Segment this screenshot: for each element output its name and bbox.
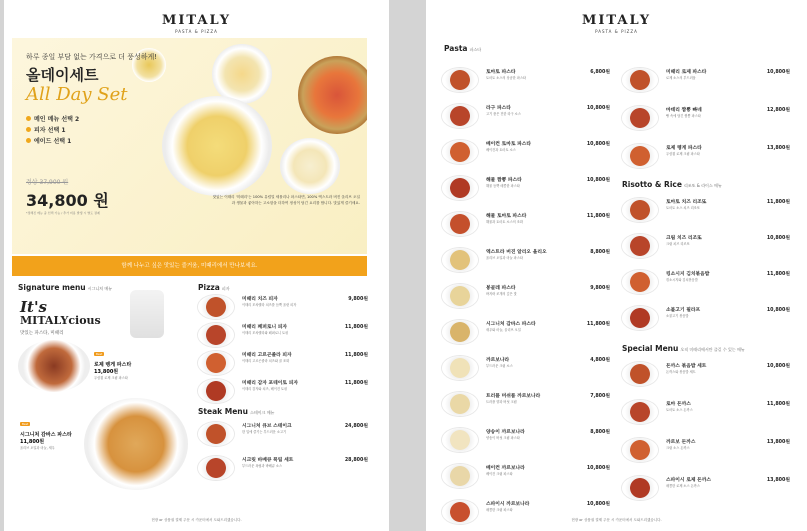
menu-item-price: 13,800원 bbox=[766, 440, 790, 445]
menu-item-price: 13,800원 bbox=[766, 478, 790, 483]
menu-item-name: 베이컨 까르보나라 bbox=[486, 466, 525, 471]
signature-section-title: Signature menu 시그니처 메뉴 bbox=[18, 283, 113, 292]
menu-item-name: 토마토 치즈 리조또 bbox=[666, 200, 707, 205]
risotto-section-title: Risotto & Rice 리조또 & 라이스 메뉴 bbox=[622, 180, 722, 189]
all-day-set-hero bbox=[12, 38, 367, 254]
menu-item-price: 10,800원 bbox=[586, 466, 610, 471]
menu-item-photo bbox=[442, 320, 478, 344]
menu-item-name: 미때리 고르곤졸라 피자 bbox=[242, 353, 292, 358]
menu-item-desc: 매콤한 로제 소스 돈까스 bbox=[666, 484, 700, 488]
menu-item-desc: 우삼겹 로제 크림 파스타 bbox=[666, 152, 700, 156]
set-option: 에이드 선택 1 bbox=[26, 136, 79, 147]
signature-item: Best 로제 렝게 파스타 13,800원 우삼겹 로제 크림 파스타 bbox=[94, 340, 174, 380]
pizza-image bbox=[298, 56, 367, 134]
menu-item-price: 10,800원 bbox=[766, 308, 790, 313]
menu-item-price: 10,800원 bbox=[766, 70, 790, 75]
menu-item bbox=[442, 102, 610, 132]
set-option: 피자 선택 1 bbox=[26, 125, 79, 136]
menu-item bbox=[622, 66, 790, 96]
menu-item-desc: 올리브 오일과 마늘 파스타 bbox=[486, 256, 523, 260]
menu-item-price: 10,800원 bbox=[766, 236, 790, 241]
menu-item-desc: 빵 속에 담긴 짬뽕 파스타 bbox=[666, 114, 701, 118]
menu-item-price: 11,800원 bbox=[586, 214, 610, 219]
menu-item-desc: 이태리 고르곤졸라 치즈와 꿀 조화 bbox=[242, 359, 290, 363]
menu-item-price: 11,800원 bbox=[344, 325, 368, 330]
menu-item-price: 4,800원 bbox=[590, 358, 610, 363]
original-price: 정상 37,900 원 bbox=[26, 179, 69, 186]
menu-item bbox=[442, 462, 610, 492]
menu-item-photo bbox=[198, 351, 234, 375]
menu-item-photo bbox=[622, 362, 658, 386]
menu-item bbox=[198, 377, 368, 407]
menu-item-desc: 이태리 모차렐라 치즈를 듬뿍 올린 피자 bbox=[242, 303, 297, 307]
menu-item-desc: 이태리 모차렐라와 페퍼로니 토핑 bbox=[242, 331, 289, 335]
menu-item-name: 돈까스 볶음밥 세트 bbox=[666, 364, 707, 369]
menu-item-name: 크림 치즈 리조또 bbox=[666, 236, 702, 241]
menu-item-name: 소불고기 필라프 bbox=[666, 308, 701, 313]
menu-item-desc: 양송이 버섯 크림 파스타 bbox=[486, 436, 520, 440]
menu-item-desc: 토마토 소스 치즈 리조또 bbox=[666, 206, 700, 210]
menu-item bbox=[442, 318, 610, 348]
menu-item-name: 시크릿 바베큐 폭립 세트 bbox=[242, 458, 294, 463]
menu-item-price: 10,800원 bbox=[586, 142, 610, 147]
menu-item-name: 라구 파스타 bbox=[486, 106, 511, 111]
menu-item-photo bbox=[442, 104, 478, 128]
menu-item bbox=[442, 354, 610, 384]
menu-item-name: 미때리 치즈 피자 bbox=[242, 297, 278, 302]
pasta-section-title: Pasta 파스타 bbox=[444, 44, 482, 53]
menu-item-price: 10,800원 bbox=[586, 502, 610, 507]
menu-item-photo bbox=[622, 234, 658, 258]
rose-pasta-image bbox=[18, 340, 90, 392]
right-menu-page bbox=[426, 0, 807, 531]
menu-item-photo bbox=[442, 428, 478, 452]
menu-item-desc: 토마토 소스 돈까스 bbox=[666, 408, 693, 412]
set-option: 메인 메뉴 선택 2 bbox=[26, 114, 79, 125]
menu-item bbox=[198, 349, 368, 379]
gambas-pasta-image bbox=[84, 398, 188, 490]
menu-item-name: 까르보 돈까스 bbox=[666, 440, 696, 445]
pasta-image bbox=[162, 96, 272, 196]
menu-item-desc: 해물 듬뿍 매콤한 파스타 bbox=[486, 184, 520, 188]
menu-item-price: 10,800원 bbox=[586, 106, 610, 111]
menu-item-photo bbox=[622, 476, 658, 500]
set-options-list bbox=[26, 114, 79, 147]
menu-item-price: 7,800원 bbox=[590, 394, 610, 399]
menu-item-photo bbox=[442, 68, 478, 92]
menu-item-photo bbox=[622, 198, 658, 222]
menu-item-name: 해물 토마토 파스타 bbox=[486, 214, 527, 219]
left-menu-page bbox=[4, 0, 389, 531]
menu-item-name: 미때리 감자 포테이토 피자 bbox=[242, 381, 298, 386]
menu-item bbox=[622, 436, 790, 466]
menu-item bbox=[622, 474, 790, 504]
menu-item-price: 9,800원 bbox=[348, 297, 368, 302]
menu-item-name: 까르보나라 bbox=[486, 358, 510, 363]
menu-item bbox=[622, 232, 790, 262]
menu-item-price: 11,800원 bbox=[766, 272, 790, 277]
menu-item bbox=[442, 66, 610, 96]
menu-item bbox=[198, 293, 368, 323]
menu-item-desc: 새우와 마늘, 올리브 오일 bbox=[486, 328, 521, 332]
menu-item-desc: 고기 품은 진한 라구 소스 bbox=[486, 112, 521, 116]
set-price: 34,800 원 bbox=[26, 191, 109, 210]
menu-item-photo bbox=[442, 176, 478, 200]
menu-item-desc: 부드러운 폭립과 바베큐 소스 bbox=[242, 464, 282, 468]
menu-item-name: 봉골레 파스타 bbox=[486, 286, 516, 291]
signature-item-desc: 올리브 오일과 마늘, 새우 bbox=[20, 446, 55, 450]
menu-item bbox=[622, 360, 790, 390]
menu-item bbox=[442, 246, 610, 276]
menu-item-desc: 한 입에 즐기는 부드러운 소고기 bbox=[242, 430, 287, 434]
salad-image bbox=[280, 138, 340, 194]
menu-item bbox=[198, 321, 368, 351]
menu-item-photo bbox=[198, 295, 234, 319]
menu-item-photo bbox=[622, 68, 658, 92]
menu-item bbox=[622, 196, 790, 226]
menu-item-desc: 킹소시지와 김치볶음밥 bbox=[666, 278, 698, 282]
menu-item-price: 24,800원 bbox=[344, 424, 368, 429]
menu-item-photo bbox=[442, 284, 478, 308]
menu-item-price: 10,800원 bbox=[586, 178, 610, 183]
menu-item-name: 스파이시 로제 돈까스 bbox=[666, 478, 712, 483]
brand-subtitle: PASTA & PIZZA bbox=[595, 29, 638, 34]
menu-item-photo bbox=[442, 464, 478, 488]
menu-item-price: 11,800원 bbox=[766, 402, 790, 407]
menu-item-name: 로마 돈까스 bbox=[666, 402, 691, 407]
signature-item-price: 13,800원 bbox=[94, 369, 119, 375]
menu-item-photo bbox=[622, 270, 658, 294]
menu-item-desc: 소불고기 볶음밥 bbox=[666, 314, 689, 318]
promo-banner: 함께 나누고 싶은 맛있는 즐거움, 미때리에서 만나보세요. bbox=[12, 256, 367, 276]
menu-item-photo bbox=[442, 248, 478, 272]
menu-item-name: 시그니처 감바스 파스타 bbox=[486, 322, 536, 327]
menu-item-name: 미때리 로제 파스타 bbox=[666, 70, 707, 75]
signature-headline-1: It's bbox=[20, 298, 47, 316]
signature-tagline: 맛있는 파스타, 미때리 bbox=[20, 331, 64, 336]
menu-item-name: 토마토 파스타 bbox=[486, 70, 516, 75]
menu-item-price: 11,800원 bbox=[344, 353, 368, 358]
menu-item-name: 엑스트라 버진 알리오 올리오 bbox=[486, 250, 547, 255]
menu-item bbox=[442, 210, 610, 240]
menu-item-name: 스파이시 까르보나라 bbox=[486, 502, 530, 507]
menu-item-price: 11,800원 bbox=[586, 322, 610, 327]
menu-item bbox=[198, 420, 368, 450]
menu-item-desc: 로제 소스의 부드러움 bbox=[666, 76, 696, 80]
page-footer-note: 현장 or 상품권 결제 주문 시 카운터에서 도와드리겠습니다. bbox=[151, 518, 242, 522]
menu-item bbox=[622, 398, 790, 428]
hero-tagline: 하루 종일 부담 없는 가격으로 더 풍성하게! bbox=[26, 53, 158, 61]
menu-item bbox=[622, 104, 790, 134]
page-footer-note: 현장 or 상품권 결제 주문 시 카운터에서 도와드리겠습니다. bbox=[571, 518, 662, 522]
menu-item-price: 10,800원 bbox=[766, 364, 790, 369]
menu-item bbox=[442, 390, 610, 420]
menu-item bbox=[442, 426, 610, 456]
menu-item bbox=[198, 454, 368, 484]
menu-item-desc: 돈까스와 볶음밥 세트 bbox=[666, 370, 696, 374]
menu-item-desc: 크림 치즈 리조또 bbox=[666, 242, 690, 246]
menu-item-desc: 바지락 조개의 깊은 맛 bbox=[486, 292, 517, 296]
menu-item-desc: 매콤한 크림 파스타 bbox=[486, 508, 513, 512]
menu-item-price: 11,800원 bbox=[766, 200, 790, 205]
menu-item-name: 로제 렝게 파스타 bbox=[666, 146, 702, 151]
menu-item-name: 시그니처 큐브 스테이크 bbox=[242, 424, 292, 429]
menu-item-photo bbox=[442, 392, 478, 416]
menu-item-name: 양송이 까르보나라 bbox=[486, 430, 525, 435]
dish-image bbox=[212, 44, 272, 104]
menu-item-name: 킹소시지 김치볶음밥 bbox=[666, 272, 710, 277]
signature-item-price: 11,800원 bbox=[20, 439, 45, 445]
special-section-title: Special Menu 오직 미때리에서만 즐길 수 있는 메뉴 bbox=[622, 344, 745, 353]
menu-item-desc: 베이컨 크림 파스타 bbox=[486, 472, 513, 476]
menu-item-name: 마데리 짬뽕 빠네 bbox=[666, 108, 702, 113]
menu-item-name: 미때리 페퍼로니 피자 bbox=[242, 325, 288, 330]
menu-item-name: 해물 짬뽕 파스타 bbox=[486, 178, 522, 183]
hero-fine-print: *정해진 메뉴 중 선택 가능 / 추가 비용 발생 시 별도 결제 bbox=[26, 211, 100, 215]
menu-item-price: 13,800원 bbox=[766, 146, 790, 151]
menu-item-name: 베이컨 토마토 파스타 bbox=[486, 142, 532, 147]
menu-item-photo bbox=[442, 356, 478, 380]
signature-item: Best 시그니처 감바스 파스타 11,800원 올리브 오일과 마늘, 새우 bbox=[20, 410, 80, 450]
menu-item bbox=[442, 282, 610, 312]
signature-item-name: 시그니처 감바스 파스타 bbox=[20, 432, 72, 438]
menu-item-photo bbox=[622, 144, 658, 168]
menu-item-desc: 부드러운 크림 소스 bbox=[486, 364, 513, 368]
brand-subtitle: PASTA & PIZZA bbox=[175, 29, 218, 34]
menu-item-desc: 베이컨과 토마토 소스 bbox=[486, 148, 516, 152]
menu-item bbox=[442, 138, 610, 168]
menu-item-desc: 해물과 토마토 소스의 조화 bbox=[486, 220, 523, 224]
menu-item-price: 6,800원 bbox=[590, 70, 610, 75]
menu-item-photo bbox=[622, 106, 658, 130]
brand-logo: MITALY bbox=[161, 13, 232, 28]
menu-item-price: 8,800원 bbox=[590, 250, 610, 255]
steak-section-title: Steak Menu 스테이크 메뉴 bbox=[198, 407, 275, 416]
menu-item-price: 8,800원 bbox=[590, 430, 610, 435]
hero-title: 올데이세트 bbox=[26, 66, 99, 84]
menu-item-desc: 이태리 감자와 치즈, 베이컨 토핑 bbox=[242, 387, 288, 391]
menu-item bbox=[622, 142, 790, 172]
signature-headline-2: MITALYcious bbox=[20, 314, 101, 327]
pizza-section-title: Pizza 피자 bbox=[198, 283, 230, 292]
menu-item-photo bbox=[198, 323, 234, 347]
menu-item bbox=[622, 268, 790, 298]
menu-item-photo bbox=[198, 422, 234, 446]
menu-item bbox=[622, 304, 790, 334]
menu-item-name: 트러플 머쉬룸 까르보나라 bbox=[486, 394, 541, 399]
menu-item-desc: 크림 소스 돈까스 bbox=[666, 446, 690, 450]
menu-item-photo bbox=[622, 438, 658, 462]
menu-item-desc: 토마토 소스의 상큼한 파스타 bbox=[486, 76, 526, 80]
menu-item bbox=[442, 498, 610, 528]
menu-item-photo bbox=[198, 456, 234, 480]
menu-item-price: 9,800원 bbox=[590, 286, 610, 291]
brand-logo: MITALY bbox=[581, 13, 652, 28]
wine-glass-image bbox=[130, 290, 164, 338]
hero-script-title: All Day Set bbox=[26, 84, 128, 105]
menu-item-photo bbox=[198, 379, 234, 403]
menu-item bbox=[442, 174, 610, 204]
menu-item-photo bbox=[442, 212, 478, 236]
hero-description: 맛있는 이태리 '미떼리'는 100% 유럽밀 세몰리나 파스타면, 100% 엑스트라 버진 올리브 오일과 생물과 좋아하는 고소함을 더하여 정성이 담긴 요리를 합니다. 맛있게 즐기세요. bbox=[212, 195, 360, 205]
menu-item-photo bbox=[622, 400, 658, 424]
menu-item-photo bbox=[442, 140, 478, 164]
signature-item-name: 로제 렝게 파스타 bbox=[94, 362, 132, 368]
menu-item-price: 28,800원 bbox=[344, 458, 368, 463]
signature-item-desc: 우삼겹 로제 크림 파스타 bbox=[94, 376, 128, 380]
menu-item-price: 12,800원 bbox=[766, 108, 790, 113]
menu-item-price: 11,800원 bbox=[344, 381, 368, 386]
menu-item-photo bbox=[622, 306, 658, 330]
menu-item-desc: 트러플 향과 버섯 크림 bbox=[486, 400, 517, 404]
